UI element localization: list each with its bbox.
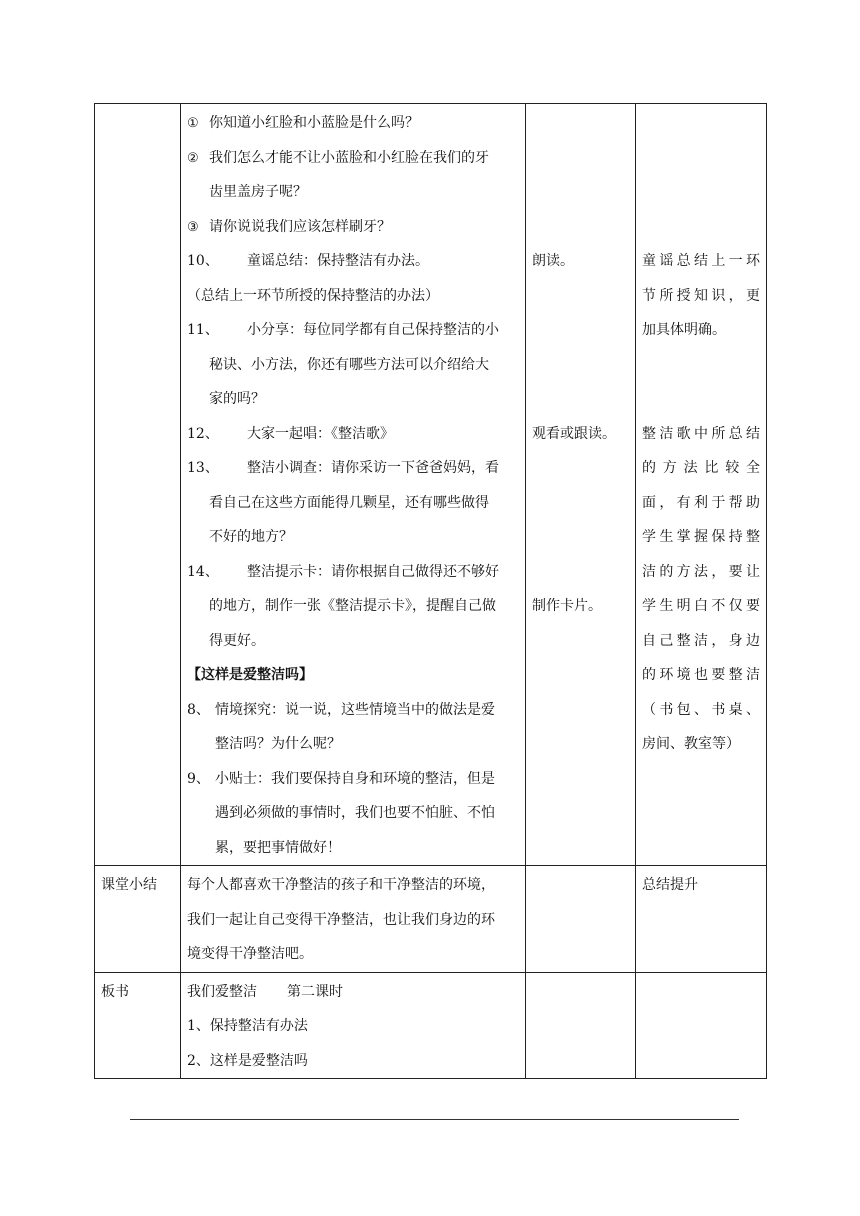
step-8-cont: 整洁吗？为什么呢？ [215, 736, 341, 752]
activity-content-cell [181, 104, 526, 866]
step-10-note: （总结上一环节所授的保持整洁的办法） [187, 287, 439, 304]
board-item-1: 1、保持整洁有办法 [187, 1018, 308, 1034]
step-13-cont-2: 不好的地方？ [209, 529, 293, 545]
student-card: 制作卡片。 [532, 598, 602, 614]
intent-b7: 自己整洁，身边 [642, 632, 760, 649]
summary-line-2: 我们一起让自己变得干净整洁，也让我们身边的环 [187, 911, 495, 928]
board-intent [636, 972, 767, 1079]
intent-b10: 房间、教室等） [642, 736, 740, 752]
footer-rule [130, 1119, 739, 1120]
step-9-cont-1: 遇到必须做的事情时，我们也要不怕脏、不怕 [215, 805, 495, 821]
activity-label-cell [95, 104, 181, 866]
summary-student [526, 866, 636, 973]
student-watch: 观看或跟读。 [532, 425, 616, 442]
intent-a2: 节所授知识，更 [642, 287, 760, 304]
summary-line-1: 每个人都喜欢干净整洁的孩子和干净整洁的环境， [187, 877, 495, 893]
step-9: 9、 小贴士：我们要保持自身和环境的整洁，但是 [187, 770, 495, 787]
intent-b4: 学生掌握保持整 [642, 529, 760, 545]
intent-a3: 加具体明确。 [642, 322, 726, 338]
intent-a1: 童谣总结上一环 [642, 253, 760, 269]
intent-b1: 整洁歌中所总结 [642, 425, 760, 442]
question-3: ③ 请你说说我们应该怎样刷牙？ [187, 218, 391, 235]
intent-b9: （书包、书桌、 [642, 701, 760, 718]
board-content [181, 972, 526, 1079]
summary-row [95, 866, 767, 973]
step-9-cont-2: 累，要把事情做好！ [215, 839, 341, 856]
step-14: 14、 整洁提示卡：请你根据自己做得还不够好 [187, 563, 499, 580]
step-11-cont-1: 秘诀、小方法，你还有哪些方法可以介绍给大 [209, 356, 489, 373]
board-row [95, 972, 767, 1079]
summary-note: 总结提升 [642, 877, 698, 893]
step-11-cont-2: 家的吗？ [209, 391, 265, 407]
board-item-2: 2、这样是爱整洁吗 [187, 1052, 308, 1069]
activity-intent-cell [636, 104, 767, 866]
step-11: 11、 小分享：每位同学都有自己保持整洁的小 [187, 322, 499, 338]
step-14-cont-1: 的地方，制作一张《整洁提示卡》，提醒自己做 [209, 598, 496, 614]
student-reading: 朗读。 [532, 253, 574, 269]
step-10: 10、 童谣总结：保持整洁有办法。 [187, 253, 429, 269]
question-1: ① 你知道小红脸和小蓝脸是什么吗？ [187, 115, 419, 131]
activity-student-cell [526, 104, 636, 866]
section-heading: 【这样是爱整洁吗】 [187, 667, 313, 683]
intent-b3: 面，有利于帮助 [642, 494, 760, 511]
summary-label: 课堂小结 [95, 866, 181, 973]
step-8: 8、 情境探究：说一说，这些情境当中的做法是爱 [187, 701, 495, 718]
step-14-cont-2: 得更好。 [209, 632, 265, 649]
intent-b5: 洁的方法，要让 [642, 563, 760, 580]
summary-content [181, 866, 526, 973]
activity-row [95, 104, 767, 866]
board-student [526, 972, 636, 1079]
board-title: 我们爱整洁 第二课时 [187, 983, 343, 1000]
question-2: ② 我们怎么才能不让小蓝脸和小红脸在我们的牙 [187, 149, 489, 166]
step-13: 13、 整洁小调查：请你采访一下爸爸妈妈，看 [187, 460, 499, 476]
intent-b8: 的环境也要整洁 [642, 667, 760, 683]
summary-line-3: 境变得干净整洁吧。 [187, 946, 313, 962]
board-label: 板书 [95, 972, 181, 1079]
question-2-cont: 齿里盖房子呢？ [209, 184, 307, 200]
intent-b6: 学生明白不仅要 [642, 598, 760, 614]
summary-intent [636, 866, 767, 973]
lesson-plan-table [94, 103, 767, 1079]
intent-b2: 的方法比较全 [642, 460, 760, 476]
step-13-cont-1: 看自己在这些方面能得几颗星，还有哪些做得 [209, 494, 489, 511]
step-12: 12、 大家一起唱：《整洁歌》 [187, 425, 394, 442]
